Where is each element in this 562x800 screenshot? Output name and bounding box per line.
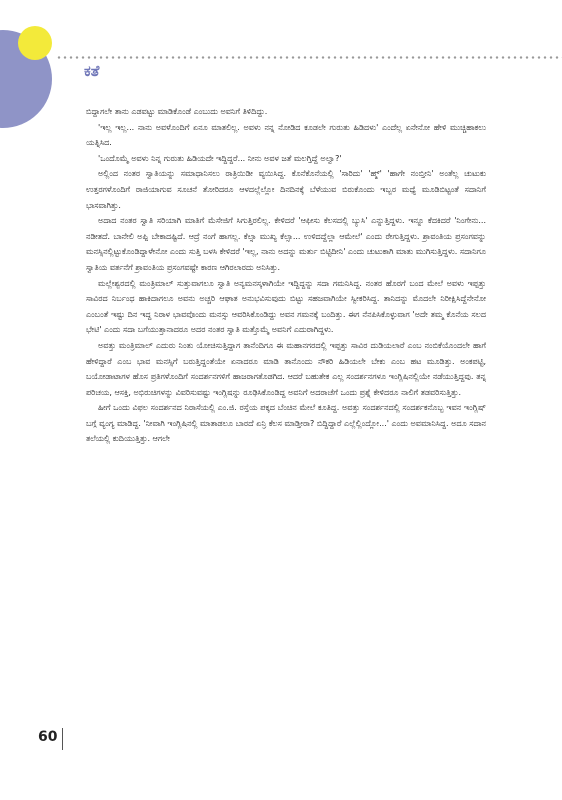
paragraph: ಅದಾದ ನಂತರ ಸ್ವಾತಿ ಸರಿಯಾಗಿ ಮಾತಿಗೆ ಮೆಸೇಜಿಗೆ ಸಿಗುತ್ತಿರಲಿಲ್ಲ. ಕೇಳಿದರೆ 'ಆಫೀಸು ಕೆಲಸದಲ್ಲಿ ಬ್ಯುಸಿ' ಎನ್ನುತ್ತಿದ್ದಳು. ಇನ್ನೂ ಕೆದಕಿದರೆ 'ನಿಂಗೇನು... ನಡೀತದೆ. ಬಾನೇಲಿ ಅಪ್ಪಿ ಬೇಕಾದಷ್ಟಿದೆ. ಆದ್ರೆ ನಂಗೆ ಹಾಗಲ್ಲ. ಕೆಲ್ಸಾ ಮುಖ್ಯ ಕೆಲ್ಸಾ... ಉಳಿದದ್ದೆಲ್ಲಾ ಆಮೇಲೆ' ಎಂದು ರೇಗುತ್ತಿದ್ದಳು. ಶ್ರಾವಂತಿಯ ಪ್ರಸಂಗವನ್ನು ಮನಸ್ಸಿನಲ್ಲಿಟ್ಟುಕೊಂಡಿದ್ದಾಳೇನೋ ಎಂದು ಸುತ್ತಿ ಬಳಸಿ ಕೇಳಿದರೆ 'ಇಲ್ಲ, ನಾನು ಅದನ್ನು ಮರ್ತು ಬಿಟ್ಟಿದೀನಿ' ಎಂದು ಚುಟುಕಾಗಿ ಮಾತು ಮುಗಿಸುತ್ತಿದ್ದಳು. ಸದಾನಿಗೂ ಸ್ವಾತಿಯ ವರ್ತನೆಗೆ ಶ್ರಾವಂತಿಯ ಪ್ರಸಂಗವಷ್ಟೇ ಕಾರಣ ಆಗಿರಲಾರದು ಅನಿಸಿತ್ತು. — [86, 216, 486, 272]
page-number: 60 — [38, 729, 58, 745]
page-number-divider — [62, 728, 63, 750]
paragraph: ಹೀಗೆ ಒಂದು ವಿಫಲ ಸಂದರ್ಶನದ ನಿರಾಸೆಯಲ್ಲಿ ಎಂ.ಜಿ. ರಸ್ತೆಯ ಪಕ್ಕದ ಬೆಂಚಿನ ಮೇಲೆ ಕೂತಿದ್ದ. ಅವತ್ತು ಸಂದರ್ಶನದಲ್ಲಿ ಸಂದರ್ಶಕನೊಬ್ಬ ಇವನ ಇಂಗ್ಲಿಷ್ ಬಗ್ಗೆ ವ್ಯಂಗ್ಯ ಮಾಡಿದ್ದ. 'ನೀವಾಗಿ ಇಂಗ್ಲಿಷಿನಲ್ಲಿ ಮಾತಾಡಲೂ ಬಾರದೆ ಏನ್ರಿ ಕೆಲಸ ಮಾಡ್ತೀರಾ? ಬಿದ್ದಿದ್ದಾರೆ ಎಲ್ಲೆಲ್ಲಿಂದ್ಲೋ...' ಎಂದು ಅವಮಾನಿಸಿದ್ದ. ಅದೂ ಸದಾನ ತಲೆಯಲ್ಲಿ ಕುದಿಯುತ್ತಿತ್ತು. ಆಗಲೇ — [86, 403, 486, 444]
decorative-yellow-circle — [18, 26, 52, 60]
dotted-header-rule — [56, 56, 562, 59]
section-label: ಕತೆ — [84, 62, 100, 80]
paragraph: ಮಲ್ಲೇಶ್ವರದಲ್ಲಿ ಮಂತ್ರಿಮಾಲ್ ಸುತ್ತುವಾಗಲೂ ಸ್ವಾತಿ ಅನ್ಯಮನಸ್ಕಳಾಗಿಯೇ ಇದ್ದಿದ್ದನ್ನು ಸದಾ ಗಮನಿಸಿದ್ದ. ನಂತರ ಹೊರಗೆ ಬಂದ ಮೇಲೆ ಅವಳು ಇಪ್ಪತ್ತು ಸಾವಿರದ ನಿರ್ಬಂಧ ಹಾಕಿದಾಗಲೂ ಅವನು ಅಚ್ಚರಿ ಆಘಾತ ಅನುಭವಿಸುವುದು ಬಿಟ್ಟು ಸಹಜವಾಗಿಯೇ ಸ್ವೀಕರಿಸಿದ್ದ. ತಾನಿದನ್ನು ಮೊದಲೇ ನಿರೀಕ್ಷಿಸಿದ್ದೆನೇನೋ ಎಂಬಂತೆ ಇಷ್ಟು ದಿನ ಇದ್ದ ನಿರಾಳ ಭಾವವೊಂದು ಮನಸ್ಸು ಆವರಿಸಿಕೊಂಡಿದ್ದು ಅವನ ಗಮನಕ್ಕೆ ಬಂದಿತ್ತು. ಈಗ ನೆನಪಿಸಿಕೊಳ್ಳುವಾಗ 'ಅದೇ ತಮ್ಮ ಕೊನೆಯ ಸಲದ ಭೇಟಿ' ಎಂದು ಸದಾ ಬಗೆಯುತ್ತಾನಾದರೂ ಅದರ ನಂತರ ಸ್ವಾತಿ ಮತ್ತೊಮ್ಮೆ ಅವನಿಗೆ ಎದುರಾಗಿದ್ದಳು. — [86, 278, 486, 335]
paragraph: 'ಒಂದೊಮ್ಮೆ ಅವಳು ನಿನ್ನ ಗುರುತು ಹಿಡಿಯದೇ ಇದ್ದಿದ್ದರೆ... ನೀನು ಅವಳ ಜತೆ ಮಲಗ್ತಿದ್ದೆ ಅಲ್ವಾ?' — [98, 153, 342, 163]
paragraph: 'ಇಲ್ಲ ಇಲ್ಲ... ನಾನು ಅವಳೊಂದಿಗೆ ಏನೂ ಮಾತಲಿಲ್ಲ. ಅವಳು ನನ್ನ ನೋಡಿದ ಕೂಡಲೇ ಗುರುತು ಹಿಡಿದಳು' ಎಂದೆಲ್ಲ ಏನೇನೋ ಹೇಳಿ ಮುಚ್ಚಿಹಾಕಲು ಯತ್ನಿಸಿದ. — [86, 122, 486, 148]
story-body — [86, 104, 486, 447]
paragraph: ಅಲ್ಲಿಂದ ನಂತರ ಸ್ವಾತಿಯನ್ನು ಸಮಾಧಾನಿಸಲು ರಾತ್ರಿಯಿಡೀ ವ್ಯಯಿಸಿದ್ದ. ಕೊನೆಕೊನೆಯಲ್ಲಿ 'ಸಾರಿದು' 'ಹ್ಮ್' 'ಹಾಗೇ ನಂಬ್ತೀನಿ' ಅಂತೆಲ್ಲ ಚುಟುಕು ಉತ್ತರಗಳೊಂದಿಗೆ ರಾಜಿಯಾಗುವ ಸೂಚನೆ ತೋರಿದರೂ ಆಳದಲ್ಲೆಲ್ಲೋ ದಿನದಿನಕ್ಕೆ ಬೆಳೆಯುವ ಬಿರುಕೊಂದು ಇಬ್ಬರ ಮಧ್ಯೆ ಮೂಡಿಬಿಟ್ಟಂತೆ ಸದಾನಿಗೆ ಭಾಸವಾಗಿತ್ತು. — [86, 169, 486, 210]
paragraph: ಅವತ್ತು ಮಂತ್ರಿಮಾಲ್ ಎದುರು ನಿಂತು ಯೋಚಿಸುತ್ತಿದ್ದಾಗ ತಾನೆಂದಿಗೂ ಈ ಮಹಾನಗರದಲ್ಲಿ ಇಪ್ಪತ್ತು ಸಾವಿರ ದುಡಿಯಲಾರೆ ಎಂಬ ನಂಬಿಕೆಯೊಂದಲೇ ಹಾಗೆ ಹೇಳಿದ್ದಾರೆ ಎಂಬ ಭಾವ ಮನಸ್ಸಿಗೆ ಬರುತ್ತಿದ್ದಂತೆಯೇ ಏನಾದರೂ ಮಾಡಿ ತಾನೊಂದು ನೌಕರಿ ಹಿಡಿಯಲೇ ಬೇಕು ಎಂಬ ಹಟ ಮೂಡಿತ್ತು. ಅಂಕಪಟ್ಟಿ, ಬಯೋಡಾಟಾಗಳ ಹೊಸ ಪ್ರತಿಗಳೊಂದಿಗೆ ಸಂದರ್ಶನಗಳಿಗೆ ಹಾಜರಾಗತೊಡಗಿದ. ಆದರೆ ಬಹುತೇಕ ಎಲ್ಲ ಸಂದರ್ಶನಗಳೂ ಇಂಗ್ಲಿಷಿನಲ್ಲಿಯೇ ನಡೆಯುತ್ತಿದ್ದವು. ತನ್ನ ಪರಿಚಯ, ಆಸಕ್ತಿ, ಅಭಿರುಚಿಗಳನ್ನು ವಿವರಿಸುವಷ್ಟು ಇಂಗ್ಲಿಷನ್ನು ರೂಢಿಸಿಕೊಂಡಿದ್ದ ಅವನಿಗೆ ಅದರಾಚೆಗೆ ಒಂದು ಪ್ರಶ್ನೆ ಕೇಳಿದರೂ ನಾಲಿಗೆ ತಡವರಿಸುತ್ತಿತ್ತು. — [86, 340, 486, 397]
paragraph: ಬಿದ್ದಾಗಲೇ ತಾನು ಎಡವಟ್ಟು ಮಾಡಿಕೊಂಡೆ ಎಂಬುದು ಅವನಿಗೆ ತಿಳಿದಿದ್ದು. — [86, 107, 268, 116]
